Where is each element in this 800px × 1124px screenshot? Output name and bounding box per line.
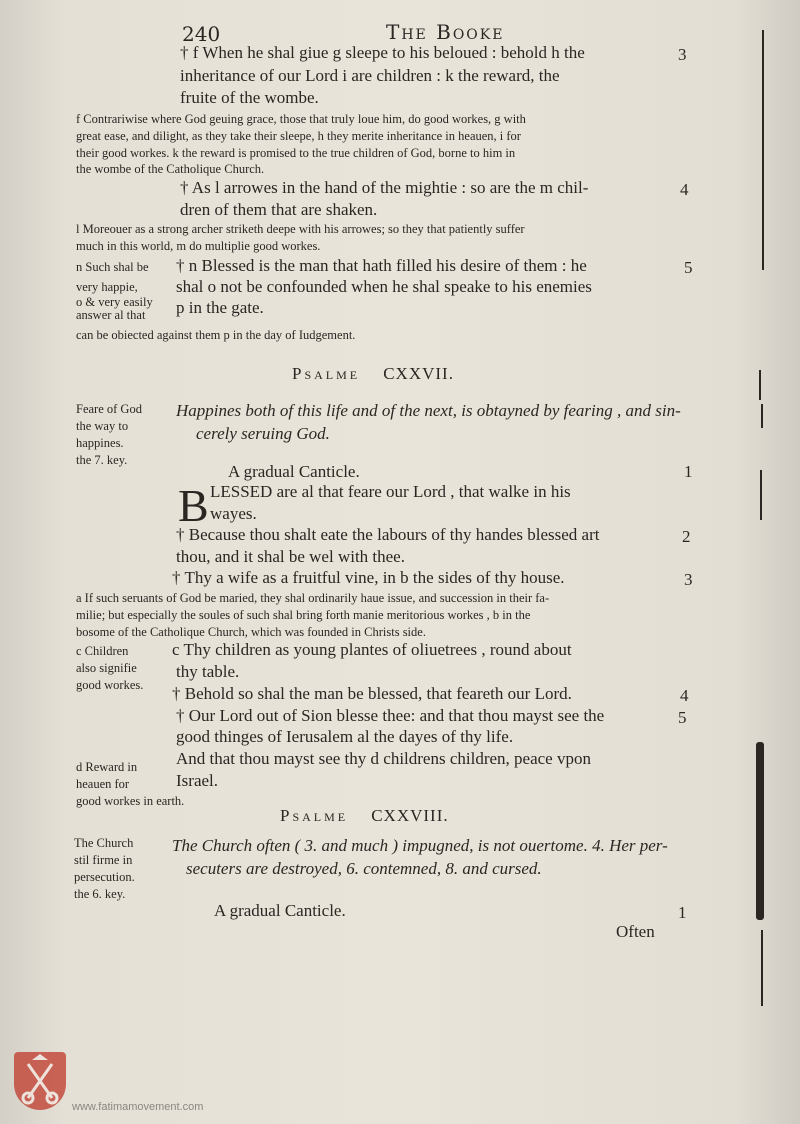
text-line-mh4: the 6. key. bbox=[74, 887, 126, 901]
text-line-nn1: n Such shal be bbox=[76, 260, 149, 274]
right-edge-mark bbox=[760, 470, 762, 520]
verse-number: 1 bbox=[684, 462, 693, 481]
text-line-v4p: † Behold so shal the man be blessed, that feareth our Lord. bbox=[172, 684, 572, 703]
text-line-nn2: very happie, bbox=[76, 280, 138, 294]
text-line-v2p: † Because thou shalt eate the labours of thy handes blessed art bbox=[176, 525, 600, 544]
verse-number: 1 bbox=[678, 903, 687, 922]
text-line-v1a: LESSED are al that feare our Lord , that walke in his bbox=[210, 482, 571, 501]
psalm-label: Psalme bbox=[280, 806, 349, 825]
text-line-na2: milie; but especially the soules of such shal bring forth manie meritorious workes , b in the bbox=[76, 608, 531, 622]
text-line-ar4: secuters are destroyed, 6. contemned, 8. and cursed. bbox=[186, 859, 542, 878]
text-line-v4a: † As l arrowes in the hand of the mightie : so are the m chil- bbox=[180, 178, 589, 197]
text-line-nn5: can be obiected against them p in the day of Iudgement. bbox=[76, 328, 356, 342]
right-edge-rule bbox=[762, 30, 764, 270]
text-line-mc1: c Children bbox=[76, 644, 129, 658]
text-line-na3: bosome of the Catholique Church, which was founded in Christs side. bbox=[76, 625, 426, 639]
running-title: The Booke bbox=[386, 20, 505, 44]
verse-number: 3 bbox=[684, 570, 693, 589]
text-line-c128: A gradual Canticle. bbox=[214, 901, 346, 920]
text-line-mg4: the 7. key. bbox=[76, 453, 128, 467]
psalm-127-heading bbox=[292, 364, 454, 384]
drop-cap: B bbox=[178, 480, 209, 531]
right-edge-mark bbox=[761, 404, 763, 428]
text-line-v3b: c Thy children as young plantes of oliuetrees , round about bbox=[172, 640, 572, 659]
text-line-arg2: cerely seruing God. bbox=[196, 424, 330, 443]
text-line-v5q: good thinges of Ierusalem al the dayes of thy life. bbox=[176, 727, 514, 746]
verse-number: 5 bbox=[678, 708, 687, 727]
verse-number: 4 bbox=[680, 686, 689, 705]
verse-number: 2 bbox=[682, 527, 691, 546]
text-line-mh2: stil firme in bbox=[74, 853, 133, 867]
right-edge-mark bbox=[761, 930, 763, 1006]
text-line-v5b: shal o not be confounded when he shal speake to his enemies bbox=[176, 277, 592, 296]
text-line-nn3: o & very easily bbox=[76, 295, 153, 309]
text-line-nf3: their good workes. k the reward is promised to the true children of God, borne to him in bbox=[76, 146, 516, 160]
text-line-mh1: The Church bbox=[74, 836, 134, 850]
text-line-na1: a If such seruants of God be maried, they shal ordinarily haue issue, and succession in their fa- bbox=[76, 591, 550, 605]
text-line-v6a: And that thou mayst see thy d childrens children, peace vpon bbox=[176, 749, 591, 768]
text-line-mc2: also signifie bbox=[76, 661, 137, 675]
text-line-mh3: persecution. bbox=[74, 870, 135, 884]
text-line-v6b: Israel. bbox=[176, 771, 219, 790]
text-line-ar3: The Church often ( 3. and much ) impugned, is not ouertome. 4. Her per- bbox=[172, 836, 668, 855]
text-line-mg1: Feare of God bbox=[76, 402, 142, 416]
text-line-v1b: wayes. bbox=[210, 504, 257, 523]
text-line-c127: A gradual Canticle. bbox=[228, 462, 360, 481]
verse-number: 4 bbox=[680, 180, 689, 199]
papal-keys-icon bbox=[14, 1052, 66, 1110]
text-line-v4b: dren of them that are shaken. bbox=[180, 200, 378, 219]
text-line-v2a: † f When he shal giue g sleepe to his beloued : behold h the bbox=[180, 43, 585, 62]
text-line-arg1: Happines both of this life and of the next, is obtayned by fearing , and sin- bbox=[176, 401, 681, 420]
text-line-v5c: p in the gate. bbox=[176, 298, 264, 317]
text-line-v2b: inheritance of our Lord i are children : k the reward, the bbox=[180, 66, 560, 85]
text-line-v2q: thou, and it shal be wel with thee. bbox=[176, 547, 405, 566]
text-line-nf2: great ease, and dilight, as they take their sleepe, h they merite inheritance in heauen, i for bbox=[76, 129, 521, 143]
verse-number: 3 bbox=[678, 45, 687, 64]
psalm-128-heading bbox=[280, 806, 449, 826]
text-line-v5p: † Our Lord out of Sion blesse thee: and that thou mayst see the bbox=[176, 706, 605, 725]
text-line-nn4: answer al that bbox=[76, 308, 146, 322]
right-edge-bar bbox=[756, 742, 764, 920]
text-line-nl2: much in this world, m do multiplie good workes. bbox=[76, 239, 321, 253]
text-line-v5a: † n Blessed is the man that hath filled his desire of them : he bbox=[176, 256, 587, 275]
text-line-v2c: fruite of the wombe. bbox=[180, 88, 319, 107]
psalm-number: CXXVII. bbox=[383, 364, 454, 383]
verse-number: 5 bbox=[684, 258, 693, 277]
right-edge-mark bbox=[759, 370, 761, 400]
watermark: www.fatimamovement.com bbox=[72, 1101, 204, 1113]
text-line-v3a: † Thy a wife as a fruitful vine, in b the sides of thy house. bbox=[172, 568, 565, 587]
text-line-md2: heauen for bbox=[76, 777, 130, 791]
text-line-md3: good workes in earth. bbox=[76, 794, 185, 808]
text-line-v3c: thy table. bbox=[176, 662, 240, 681]
psalm-label: Psalme bbox=[292, 364, 361, 383]
text-line-mg3: happines. bbox=[76, 436, 124, 450]
psalm-number: CXXVIII. bbox=[371, 806, 449, 825]
text-line-mg2: the way to bbox=[76, 419, 129, 433]
text-line-md1: d Reward in bbox=[76, 760, 138, 774]
text-line-nf1: f Contrariwise where God geuing grace, those that truly loue him, do good workes, g with bbox=[76, 112, 526, 126]
text-line-nf4: the wombe of the Catholique Church. bbox=[76, 162, 265, 176]
text-line-mc3: good workes. bbox=[76, 678, 144, 692]
page-number: 240 bbox=[182, 22, 221, 46]
text-line-catch: Often bbox=[616, 922, 655, 941]
text-line-nl1: l Moreouer as a strong archer striketh deepe with his arrowes; so they that patiently suffer bbox=[76, 222, 525, 236]
